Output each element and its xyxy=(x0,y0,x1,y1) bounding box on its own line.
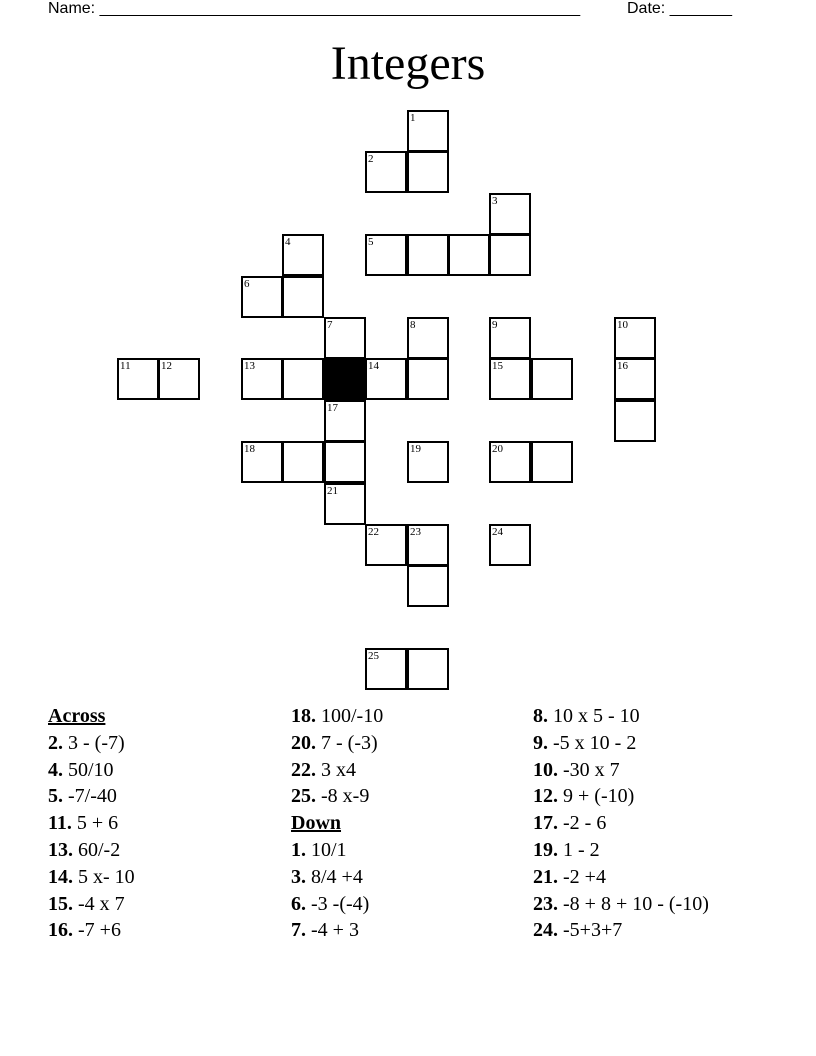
clue-text: -8 + 8 + 10 - (-10) xyxy=(558,892,709,915)
clue-number: 22. xyxy=(291,758,316,781)
clue-item xyxy=(291,730,531,757)
clue-number-label: 25 xyxy=(368,650,379,662)
clue-text: -4 + 3 xyxy=(306,919,359,942)
clue-number-label: 1 xyxy=(410,112,416,124)
clue-item xyxy=(291,891,531,918)
clue-item xyxy=(291,757,531,784)
crossword-cell[interactable] xyxy=(324,483,366,525)
clue-text: -5+3+7 xyxy=(558,919,623,942)
clue-number: 8. xyxy=(533,705,548,727)
clue-item xyxy=(48,837,288,864)
clue-number-label: 20 xyxy=(492,443,503,455)
crossword-cell[interactable] xyxy=(365,358,407,400)
clue-number-label: 5 xyxy=(368,236,374,248)
clue-item xyxy=(291,703,531,730)
crossword-cell[interactable] xyxy=(407,524,449,566)
clue-item xyxy=(291,917,531,944)
clue-text: -4 x 7 xyxy=(73,892,125,915)
crossword-cell[interactable] xyxy=(531,441,573,483)
clue-number: 23. xyxy=(533,892,558,915)
clue-item xyxy=(533,864,788,891)
crossword-cell[interactable] xyxy=(407,110,449,152)
clue-number: 11. xyxy=(48,812,72,835)
crossword-cell[interactable] xyxy=(241,358,283,400)
crossword-cell[interactable] xyxy=(614,358,656,400)
clue-number: 20. xyxy=(291,731,316,754)
clue-item xyxy=(533,891,788,918)
crossword-block-cell xyxy=(324,358,366,400)
clue-text: -7/-40 xyxy=(63,785,117,808)
clue-text: 7 - (-3) xyxy=(316,731,378,754)
clue-text: -7 +6 xyxy=(73,919,121,942)
clue-item xyxy=(533,837,788,864)
clue-number-label: 13 xyxy=(244,360,255,372)
crossword-cell[interactable] xyxy=(241,441,283,483)
clue-item xyxy=(533,703,788,730)
clue-item xyxy=(48,757,288,784)
crossword-cell[interactable] xyxy=(407,441,449,483)
clue-text: 5 + 6 xyxy=(71,812,119,835)
crossword-cell[interactable] xyxy=(324,441,366,483)
clue-number: 5. xyxy=(48,785,63,808)
crossword-cell[interactable] xyxy=(282,276,324,318)
crossword-cell[interactable] xyxy=(489,441,531,483)
clue-text: 1 - 2 xyxy=(558,838,600,861)
crossword-cell[interactable] xyxy=(117,358,159,400)
crossword-cell[interactable] xyxy=(365,524,407,566)
crossword-cell[interactable] xyxy=(531,358,573,400)
clue-number: 25. xyxy=(291,785,316,808)
clue-number: 6. xyxy=(291,892,306,915)
crossword-cell[interactable] xyxy=(158,358,200,400)
clue-item xyxy=(291,864,531,891)
clue-number: 13. xyxy=(48,838,73,861)
clue-text: 10/1 xyxy=(306,838,347,861)
crossword-cell[interactable] xyxy=(282,234,324,276)
clue-item xyxy=(291,783,531,810)
clue-item xyxy=(533,757,788,784)
clue-number-label: 8 xyxy=(410,319,416,331)
clue-number-label: 23 xyxy=(410,526,421,538)
date-field-label: Date: _______ xyxy=(627,0,732,17)
crossword-cell[interactable] xyxy=(407,234,449,276)
crossword-cell[interactable] xyxy=(407,565,449,607)
clue-text: -2 - 6 xyxy=(558,812,607,835)
clue-item xyxy=(533,810,788,837)
crossword-cell[interactable] xyxy=(448,234,490,276)
crossword-cell[interactable] xyxy=(407,358,449,400)
clue-number-label: 19 xyxy=(410,443,421,455)
clues-column-3 xyxy=(533,703,788,944)
crossword-cell[interactable] xyxy=(489,234,531,276)
crossword-cell[interactable] xyxy=(324,317,366,359)
clue-number-label: 15 xyxy=(492,360,503,372)
clue-number-label: 6 xyxy=(244,278,250,290)
clue-number: 14. xyxy=(48,865,73,888)
clue-text: -8 x-9 xyxy=(316,785,370,808)
clue-text: 8/4 +4 xyxy=(306,865,363,888)
crossword-cell[interactable] xyxy=(282,358,324,400)
crossword-cell[interactable] xyxy=(489,317,531,359)
clue-number: 24. xyxy=(533,919,558,942)
clue-number: 1. xyxy=(291,838,306,861)
crossword-cell[interactable] xyxy=(365,234,407,276)
clue-item xyxy=(291,837,531,864)
clue-number: 9. xyxy=(533,731,548,754)
crossword-cell[interactable] xyxy=(282,441,324,483)
clue-number: 2. xyxy=(48,731,63,754)
clue-number-label: 10 xyxy=(617,319,628,331)
clue-number-label: 3 xyxy=(492,195,498,207)
clue-item xyxy=(48,917,288,944)
clue-text: -2 +4 xyxy=(558,865,606,888)
clue-number: 18. xyxy=(291,705,316,727)
clue-number: 3. xyxy=(291,865,306,888)
clue-number-label: 11 xyxy=(120,360,131,372)
clue-item xyxy=(48,810,288,837)
clue-text: 9 + (-10) xyxy=(558,785,635,808)
crossword-cell[interactable] xyxy=(489,524,531,566)
crossword-cell[interactable] xyxy=(489,358,531,400)
clue-text: 3 x4 xyxy=(316,758,356,781)
clue-text: 50/10 xyxy=(63,758,114,781)
clues-column-2 xyxy=(291,703,531,944)
clue-number: 15. xyxy=(48,892,73,915)
clue-text: 10 x 5 - 10 xyxy=(548,705,640,727)
clue-number-label: 12 xyxy=(161,360,172,372)
clue-number-label: 14 xyxy=(368,360,379,372)
clue-text: 5 x- 10 xyxy=(73,865,135,888)
crossword-cell[interactable] xyxy=(365,648,407,690)
clue-number-label: 9 xyxy=(492,319,498,331)
across-heading: Across xyxy=(48,705,106,727)
clue-item xyxy=(533,730,788,757)
clue-text: -30 x 7 xyxy=(558,758,620,781)
clue-item xyxy=(48,783,288,810)
page-title: Integers xyxy=(330,37,486,90)
crossword-cell[interactable] xyxy=(407,317,449,359)
clue-text: 3 - (-7) xyxy=(63,731,125,754)
clue-item xyxy=(48,864,288,891)
clue-item xyxy=(48,730,288,757)
clue-text: 60/-2 xyxy=(73,838,121,861)
crossword-cell[interactable] xyxy=(365,151,407,193)
clue-number: 17. xyxy=(533,812,558,835)
crossword-cell[interactable] xyxy=(614,317,656,359)
clue-number-label: 22 xyxy=(368,526,379,538)
crossword-cell[interactable] xyxy=(614,400,656,442)
clue-item xyxy=(533,917,788,944)
clue-number: 7. xyxy=(291,919,306,942)
clue-number: 19. xyxy=(533,838,558,861)
clue-number-label: 2 xyxy=(368,153,374,165)
clue-number-label: 21 xyxy=(327,485,338,497)
clue-number: 12. xyxy=(533,785,558,808)
crossword-cell[interactable] xyxy=(407,648,449,690)
clue-item xyxy=(533,783,788,810)
clue-number: 16. xyxy=(48,919,73,942)
clue-number-label: 7 xyxy=(327,319,333,331)
clue-text: 100/-10 xyxy=(316,705,384,727)
clue-number: 4. xyxy=(48,758,63,781)
clue-number: 21. xyxy=(533,865,558,888)
clue-text: -3 -(-4) xyxy=(306,892,370,915)
clue-number-label: 4 xyxy=(285,236,291,248)
down-heading: Down xyxy=(291,812,342,835)
clue-number-label: 17 xyxy=(327,402,338,414)
name-field-label: Name: ______________________________________________________ xyxy=(48,0,581,17)
crossword-cell[interactable] xyxy=(241,276,283,318)
clue-number-label: 16 xyxy=(617,360,628,372)
crossword-cell[interactable] xyxy=(324,400,366,442)
clues-column-1 xyxy=(48,703,288,944)
clue-text: -5 x 10 - 2 xyxy=(548,731,637,754)
crossword-cell[interactable] xyxy=(489,193,531,235)
clue-number-label: 24 xyxy=(492,526,503,538)
clue-number-label: 18 xyxy=(244,443,255,455)
crossword-cell[interactable] xyxy=(407,151,449,193)
clue-number: 10. xyxy=(533,758,558,781)
clue-item xyxy=(48,891,288,918)
